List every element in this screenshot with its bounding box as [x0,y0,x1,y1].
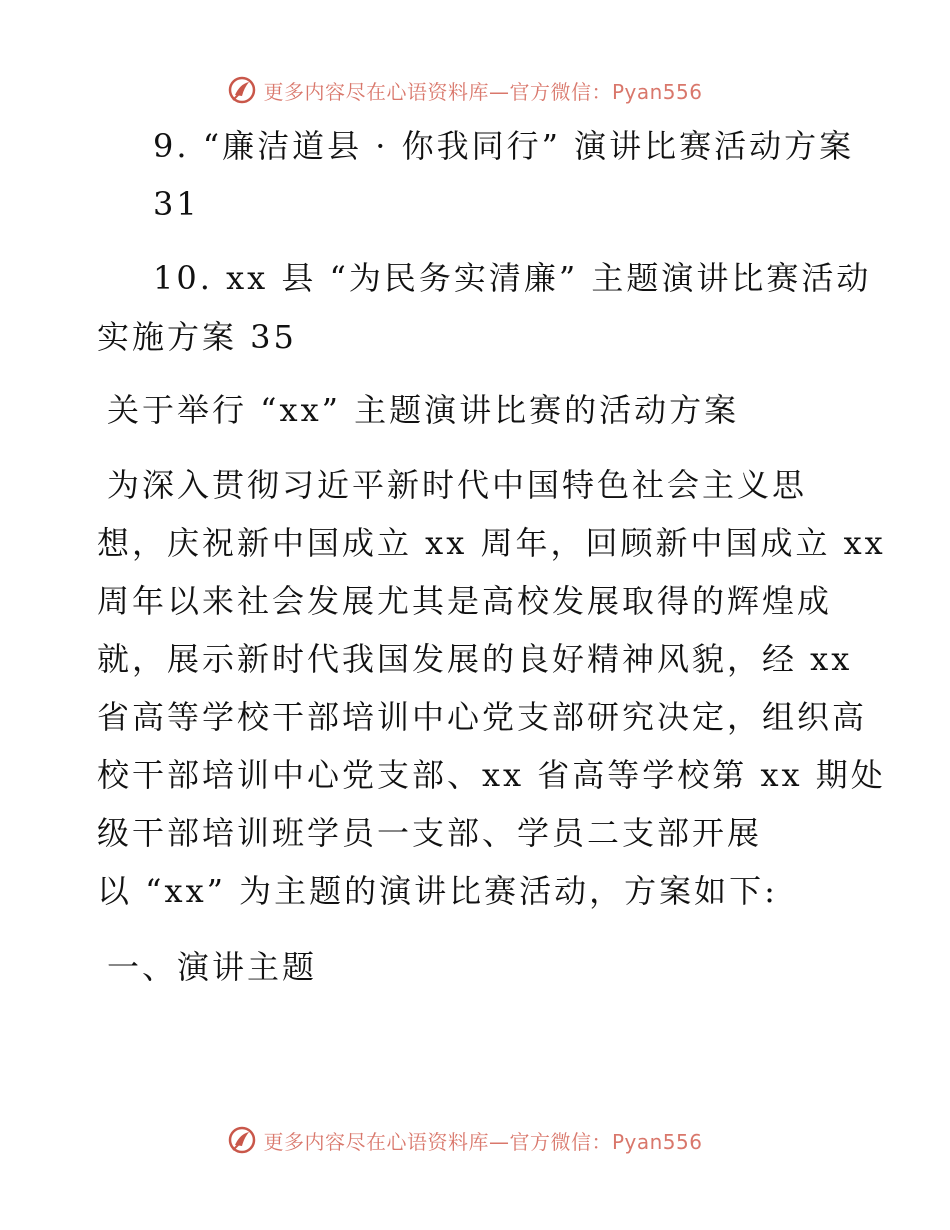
watermark-text: 更多内容尽在心语资料库—官方微信：Pyan556 [263,79,703,104]
paragraph-line: 级干部培训班学员一支部、学员二支部开展 [97,814,763,852]
watermark-footer [0,1120,950,1160]
paragraph-line: 省高等学校干部培训中心党支部研究决定，组织高 [97,698,868,736]
watermark-logo-icon [227,75,257,105]
document-title: 关于举行 “xx” 主题演讲比赛的活动方案 [107,391,740,429]
paragraph-line: 就，展示新时代我国发展的良好精神风貌，经 xx [97,640,853,678]
toc-item-10-title: 10. xx 县 “为民务实清廉” 主题演讲比赛活动 [153,259,872,297]
watermark-logo-icon [227,1125,257,1155]
toc-item-10-continuation: 实施方案 35 [97,318,297,356]
paragraph-line: 周年以来社会发展尤其是高校发展取得的辉煌成 [97,582,833,620]
watermark-text: 更多内容尽在心语资料库—官方微信：Pyan556 [263,1129,703,1154]
watermark-header [0,70,950,110]
paragraph-line: 以 “xx” 为主题的演讲比赛活动，方案如下: [97,872,778,910]
paragraph-line: 想，庆祝新中国成立 xx 周年，回顾新中国成立 xx [97,524,886,562]
toc-item-9-page: 31 [153,185,200,223]
section-heading: 一、演讲主题 [107,948,318,986]
paragraph-line: 校干部培训中心党支部、xx 省高等学校第 xx 期处 [97,756,886,794]
paragraph-line: 为深入贯彻习近平新时代中国特色社会主义思 [107,466,808,504]
toc-item-9-title: 9. “廉洁道县 · 你我同行” 演讲比赛活动方案 [153,127,855,165]
